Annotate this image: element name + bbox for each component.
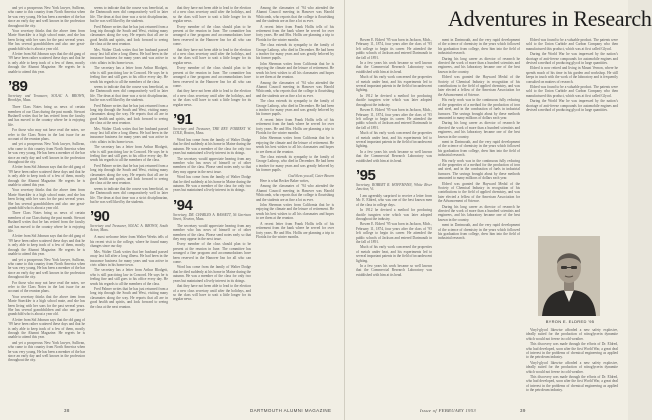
paragraph: ment in Dartmouth, and the very rapid development of the science of chemistry in the years which followed his graduation from college, drew him into the field of industrial research. — [438, 139, 520, 158]
class-year: ’94 — [173, 196, 193, 214]
paragraph: Bowen E. Eldred ’95 was born in Jackson, Mich., February 11, 1874, four years after the class of ’95 left college to begin its career. He attended the public schools of Jackson and entered Dartmouth in the fall of 1891. — [356, 38, 432, 60]
class-year: ’95 — [356, 166, 376, 184]
paragraph: Much of his early work concerned the properties of metals under heat, and his experiments led to several important patents in the field of incandescent lighting. — [356, 131, 432, 149]
page-gutter — [344, 0, 345, 420]
paragraph: In 1912 he devised a method for producing ductile tungsten wire which was later adopted throughout the industry. — [356, 208, 432, 221]
class-secretary-line: Secretary and Treasurer, SOLAC A. BROWN, Brooklyn, Mass. — [8, 94, 85, 103]
column-1 — [8, 6, 85, 408]
column-6 — [438, 38, 520, 404]
portrait-photo — [538, 236, 600, 316]
paragraph: that they have not been able to lead to the election of a new class secretary until after the holidays, and so the class will have to wait a little longer for its regular news. — [173, 6, 251, 24]
paragraph: This discovery was made through the efforts of Dr. Eldred, who had developed, soon after the first World War, a great deal of interest in the problems of chemical engineering as applied to the petroleum industry. — [526, 342, 618, 360]
paragraph: A letter from Sid Johnson says that the old gang of ’89 have been rather scattered these days and that he is only able to keep track of a few of them, mostly through the Alumni Magazine. He regrets he is unable to attend this year. — [8, 317, 85, 340]
paragraph: The secretary would appreciate hearing from any member who has news of himself or of other members of the class. Please send notes early so that they may appear in the next issue. — [173, 223, 251, 242]
paragraph: Fred Palmer writes that he has just returned from a long trip through the South and West, visiting many classmates along the way. He reports that all are in good health and spirits, and look forward to seeing the class at the next reunion. — [90, 286, 168, 309]
paragraph: A recent letter from Frank Hollis tells of his retirement from the bank where he served for over forty years. He and Mrs. Hollis are planning a trip to Florida for the winter months. — [256, 117, 334, 135]
page-number-right: 39 — [520, 408, 526, 413]
paragraph: During his long career as director of research he directed the work of more than a hundred scientists and engineers, and his laboratory became one of the best known in the country. — [438, 121, 520, 139]
column-5 — [356, 38, 432, 404]
paragraph: Mrs. Walter Clark writes that her husband passed away last fall after a long illness. He had been in the insurance business for many years and was active in civic affairs in his home town. — [90, 249, 168, 267]
paragraph: The class extends its sympathy to the family of George Lathrop, who died in December. He had been a teacher for many years and was greatly beloved by his former pupils. — [256, 99, 334, 117]
paragraph: During the World War he was impressed by the nation’s shortage of anti-freeze compounds for automobile engines and devised a method of producing glycol in large quantities. — [526, 99, 618, 113]
paragraph: that they have not been able to lead to the election of a new class secretary until after the holidays, and so the class will have to wait a little longer for its regular news. — [173, 284, 251, 302]
paragraph: His early work was in the continuous fully reducing of the properties of a method for the production of iron and steel, and in the combustion of fuels in industrial furnaces. The savings brought about by these methods amounted to many millions of dollars each year. — [438, 98, 520, 120]
paragraph: Much of his early work concerned the properties of metals under heat, and his experiments led to several important patents in the field of incandescent lighting. — [356, 245, 432, 263]
class-heading-89 — [8, 79, 85, 102]
paragraph: The secretary has a letter from Arthur Blodgett, who is still practicing law in Concord. He says he is feeling fine and still goes to his office every day. He sends his regards to all the members of the class. — [90, 66, 168, 84]
class-heading-91 — [173, 112, 251, 135]
class-heading-95 — [356, 168, 432, 191]
paragraph: Eldred was found to be a valuable product. The patents were sold to the Union Carbide and Carbon Company who then manufactured this product, which was at first called Glycol. — [526, 85, 618, 98]
paragraph: that they have not been able to lead to the election of a new class secretary until after the holidays, and so the class will have to wait a little longer for its regular news. — [173, 47, 251, 65]
paragraph: The secretary would appreciate hearing from any member who has news of himself or of other members of the class. Please send notes early so that they may appear in the next issue. — [173, 156, 251, 174]
photo-caption: BYRON E. ELDRED ’95 — [545, 319, 595, 324]
paragraph: This discovery was made through the efforts of Dr. Eldred, who had developed, soon after the first World War, a great deal of interest in the problems of chemical engineering as applied to the petroleum industry. — [526, 375, 618, 393]
paragraph: Among the classmates of ’94 who attended the Alumni Council meeting in Hanover was Harold Whitcomb, who reports that the college is flourishing and the students are as fine a lot as ever. — [256, 184, 334, 202]
paragraph: Eldred was granted the Hayward Medal of the Society of Chemical Industry in recognition of his contributions to the field of applied chemistry, and was later elected a fellow of the American Association for the Advancement of Science. — [438, 75, 520, 97]
column-3 — [173, 6, 251, 408]
paragraph: Mrs. Walter Clark writes that her husband passed away last fall after a long illness. He had been in the insurance business for many years and was active in civic affairs in his home town. — [90, 47, 168, 65]
paragraph: Eldred was granted the Hayward Medal of the Society of Chemical Industry in recognition of his contributions to the field of applied chemistry, and was later elected a fellow of the American Association for the Advancement of Science. — [438, 181, 520, 204]
class-secretary-line: Secretary and Treasurer, THE REV. FORREST W. COLE, Boston, Mass. — [173, 126, 251, 135]
paragraph: seems to indicate that the course was beneficial, as the Dartmouth men did comparatively well in later life. The dean at that time was a strict disciplinarian, but he was well liked by the students. — [90, 6, 168, 24]
paragraph: Bowen E. Eldred ’95 was born in Jackson, Mich., February 11, 1874, four years after the class of ’95 left college to begin its career. He attended the public schools of Jackson and entered Dartmouth in the fall of 1891. — [356, 222, 432, 245]
paragraph: seems to indicate that the course was beneficial, as the Dartmouth men did comparatively well in later life. The dean at that time was a strict disciplinarian, but he was well liked by the students. — [90, 84, 168, 103]
paragraph: The class extends its sympathy to the family of George Lathrop, who died in December. He had been a teacher for many years and was greatly beloved by his former pupils. — [256, 155, 334, 173]
paragraph: Vinyl-glycol likewise afforded a new safety explosive, ideally suited for the production of nitroglycerin dynamite which would not freeze in cold weather. — [526, 328, 618, 341]
paragraph: and yet a prosperous New York lawyer, Sullivan, who came to this country from North America when he was very young. He has been a member of the bar since an early day and well known in the profession throughout the city. — [8, 142, 85, 164]
paragraph: A recent letter from Frank Hollis tells of his retirement from the bank where he served for over forty years. He and Mrs. Hollis are planning a trip to Florida for the winter months. — [256, 221, 334, 239]
class-heading-90 — [90, 209, 168, 232]
paragraph: and yet a prosperous New York lawyer, Sullivan, who came to this country from North America when he was very young. He has been a member of the bar since an early day and well known in the profession throughout the city. — [8, 6, 85, 28]
paragraph: ment in Dartmouth, and the very rapid development of the science of chemistry in the years which followed his graduation from college, drew him into the field of industrial research. — [438, 38, 520, 56]
paragraph: John Sherman writes from California that he is enjoying the climate and the leisure of retirement. He sends his best wishes to all his classmates and hopes to see them at the reunion. — [256, 203, 334, 221]
paragraph: In a few years his work became so well known that the Commercial Research Laboratory was established with him at its head. — [356, 264, 432, 277]
paragraph: In 1912 he devised a method for producing ductile tungsten wire which was later adopted throughout the industry. — [356, 93, 432, 107]
paragraph: A most welcome letter from Walter Weeks tells of his recent visit to the college, where he found many changes since our day. — [90, 235, 168, 249]
column-2 — [90, 6, 168, 408]
paragraph: A recent letter from Frank Hollis tells of his retirement from the bank where he served for over forty years. He and Mrs. Hollis are planning a trip to Florida for the winter months. — [256, 24, 334, 42]
paragraph: Every member of the class should plan to be present at the reunion in June. The committee has arranged a fine program and accommodations have been reserved in the Hanover Inn for all who can come. — [173, 24, 251, 47]
paragraph: During his long career as director of research he directed the work of more than a hundred scientists and engineers, and his laboratory became one of the best known in the country. — [438, 204, 520, 222]
paragraph: Here is what Becker Baker writes, — [260, 179, 310, 184]
issue-date: Issue of FEBRUARY 1953 — [420, 408, 477, 413]
paragraph: Among the classmates of ’94 who attended the Alumni Council meeting in Hanover was Harold Whitcomb, who reports that the college is flourishing and the students are as fine a lot as ever. — [256, 80, 334, 98]
signoff: God bless you all, Cater Bowen — [288, 173, 334, 178]
paragraph: Your secretary thinks that the above item from Marie Staeckler is a high school mate, and she has been living with her sons for the past several years. She has several grandchildren and also one great-grandchild who is about a year old. — [8, 29, 85, 51]
paragraph: Eldred was found to be a valuable product. The patents were sold to the Union Carbide and Carbon Company who then manufactured this product, which was at first called Glycol. — [526, 38, 618, 51]
paragraph: The secretary has a letter from Arthur Blodgett, who is still practicing law in Concord. He says he is feeling fine and still goes to his office every day. He sends his regards to all the members of the class. — [90, 268, 168, 286]
paragraph: Three Class Notes bring us news of certain members of our Class during the past month. Stewart Bushnell writes that he has retired from the faculty and has moved to the country where he is enjoying life. — [8, 105, 85, 127]
paragraph: Mrs. Walter Clark writes that her husband passed away last fall after a long illness. He had been in the insurance business for many years and was active in civic affairs in his home town. — [90, 126, 168, 144]
class-year: ’90 — [90, 208, 110, 226]
class-secretary-line: Secretary and Treasurer, SOLAC A. BROWN, South Acton, Mass. — [90, 224, 168, 233]
paragraph: During the World War he was impressed by the nation’s shortage of anti-freeze compounds for automobile engines and devised a method of producing glycol in large quantities. — [526, 52, 618, 66]
paragraph: A letter from Sid Johnson says that the old gang of ’89 have been rather scattered these days and that he is only able to keep track of a few of them, mostly through the Alumni Magazine. He regrets he is unable to attend this year. — [8, 234, 85, 257]
paragraph: and yet a prosperous New York lawyer, Sullivan, who came to this country from North America when he was very young. He has been a member of the bar since an early day and well known in the profession throughout the city. — [8, 257, 85, 280]
paragraph: Fred Palmer writes that he has just returned from a long trip through the South and West, visiting many classmates along the way. He reports that all are in good health and spirits, and look forward to seeing the class at the next reunion. — [90, 103, 168, 126]
paragraph: For those who may not have read the notes, we refer to the Class Notes in the last issue for an account of the reunion plans. — [8, 128, 85, 141]
paragraph: Word has come from the family of Walter Dodge that he died suddenly at his home in Maine during the autumn. He was a member of the class for only two years but maintained a lively interest in its doings. — [173, 265, 251, 283]
page-headline: Adventures in Research — [448, 6, 652, 31]
paragraph: I am agreeably surprised to receive a letter from Mr. E. Eldred, who was one of the best known men of the class in college days. — [356, 193, 432, 207]
page-number-left: 38 — [64, 408, 70, 413]
class-year: ’91 — [173, 110, 193, 128]
paragraph: Your secretary thinks that the above item from Marie Staeckler is a high school mate, and she has been living with her sons for the past several years. She has several grandchildren and also one great-grandchild who is about a year old. — [8, 294, 85, 317]
paragraph: For those who may not have read the notes, we refer to the Class Notes in the last issue for an account of the reunion plans. — [8, 280, 85, 294]
paragraph: Every member of the class should plan to be present at the reunion in June. The committee has arranged a fine program and accommodations have been reserved in the Hanover Inn for all who can come. — [173, 66, 251, 88]
class-heading-94 — [173, 198, 251, 221]
paragraph: and yet a prosperous New York lawyer, Sullivan, who came to this country from North America when he was very young. He has been a member of the bar since an early day and well known in the profession throughout the city. — [8, 340, 85, 363]
paragraph: Among the classmates of ’94 who attended the Alumni Council meeting in Hanover was Harold Whitcomb, who reports that the college is flourishing and the students are as fine a lot as ever. — [256, 6, 334, 24]
publication-name: DARTMOUTH ALUMNI MAGAZINE — [250, 408, 332, 413]
paragraph: John Sherman writes from California that he is enjoying the climate and the leisure of retirement. He sends his best wishes to all his classmates and hopes to see them at the reunion. — [256, 61, 334, 80]
paragraph: that they have not been able to lead to the election of a new class secretary until after the holidays, and so the class will have to wait a little longer for its regular news. — [173, 89, 251, 107]
paragraph: Fred Palmer writes that he has just returned from a long trip through the South and West, visiting many classmates along the way. He reports that all are in good health and spirits, and look forward to seeing the class at the next reunion. — [90, 24, 168, 47]
paragraph: During his long career as director of research he directed the work of more than a hundred scientists and engineers, and his laboratory became one of the best known in the country. — [438, 56, 520, 74]
paragraph: Much of his early work concerned the properties of metals under heat, and his experiments led to several important patents in the field of incandescent lighting. — [356, 75, 432, 93]
class-secretary-line: Secretary, DR. CHARLES A. BASSETT, 56 Garrison Street, Newton, Mass. — [173, 212, 251, 221]
paragraph: The class extends its sympathy to the family of George Lathrop, who died in December. He had been a teacher for many years and was greatly beloved by his former pupils. — [256, 43, 334, 61]
paragraph: John Sherman writes from California that he is enjoying the climate and the leisure of retirement. He sends his best wishes to all his classmates and hopes to see them at the reunion. — [256, 136, 334, 154]
paragraph: Your secretary thinks that the above item from Marie Staeckler is a high school mate, and she has been living with her sons for the past several years. She has several grandchildren and also one great-grandchild who is about a year old. — [8, 188, 85, 211]
class-secretary-line: Secretary, ROBERT R. HOFFMANN, White River Junction, Vt. — [356, 182, 432, 191]
paragraph: Bowen E. Eldred ’95 was born in Jackson, Mich., February 11, 1874, four years after the class of ’95 left college to begin its career. He attended the public schools of Jackson and entered Dartmouth in the fall of 1891. — [356, 108, 432, 130]
column-7 — [526, 38, 618, 228]
paragraph: Every member of the class should plan to be present at the reunion in June. The committee has arranged a fine program and accommodations have been reserved in the Hanover Inn for all who can come. — [173, 242, 251, 265]
paragraph: Vinyl-glycol likewise afforded a new safety explosive, ideally suited for the production of nitroglycerin dynamite which would not freeze in cold weather. — [526, 360, 618, 374]
paragraph: ment in Dartmouth, and the very rapid development of the science of chemistry in the years which followed his graduation from college, drew him into the field of industrial research. — [438, 223, 520, 241]
paragraph: Word has come from the family of Walter Dodge that he died suddenly at his home in Maine during the autumn. He was a member of the class for only two years but maintained a lively interest in its doings. — [173, 137, 251, 156]
paragraph: The secretary has a letter from Arthur Blodgett, who is still practicing law in Concord. He says he is feeling fine and still goes to his office every day. He sends his regards to all the members of the class. — [90, 145, 168, 163]
paragraph: Three Class Notes bring us news of certain members of our Class during the past month. Stewart Bushnell writes that he has retired from the faculty and has moved to the country where he is enjoying life. — [8, 211, 85, 234]
paragraph: Word has come from the family of Walter Dodge that he died suddenly at his home in Maine during the autumn. He was a member of the class for only two years but maintained a lively interest in its doings. — [173, 175, 251, 193]
paragraph: His early work was in the continuous fully reducing of the properties of a method for the production of iron and steel, and in the combustion of fuels in industrial furnaces. The savings brought about by these methods amounted to many millions of dollars each year. — [438, 158, 520, 181]
paragraph: In a few years his work became so well known that the Commercial Research Laboratory was established with him at its head. — [356, 61, 432, 74]
paragraph: Eldred is now retired and living in Mount Vernon, where he spends much of his time in his garden and workshop. He still keeps in touch with the work of the laboratory and is frequently consulted on matters of research. — [526, 66, 618, 84]
paragraph: seems to indicate that the course was beneficial, as the Dartmouth men did comparatively well in later life. The dean at that time was a strict disciplinarian, but he was well liked by the students. — [90, 186, 168, 205]
column-4 — [256, 6, 334, 408]
class-year: ’89 — [8, 78, 28, 96]
paragraph: Fred Palmer writes that he has just returned from a long trip through the South and West, visiting many classmates along the way. He reports that all are in good health and spirits, and look forward to seeing the class at the next reunion. — [90, 163, 168, 186]
paragraph: A letter from Sid Johnson says that the old gang of ’89 have been rather scattered these days and that he is only able to keep track of a few of them, mostly through the Alumni Magazine. He regrets he is unable to attend this year. — [8, 165, 85, 187]
paragraph: In a few years his work became so well known that the Commercial Research Laboratory was established with him at its head. — [356, 149, 432, 163]
column-8 — [526, 328, 618, 404]
paragraph: A letter from Sid Johnson says that the old gang of ’89 have been rather scattered these days and that he is only able to keep track of a few of them, mostly through the Alumni Magazine. He regrets he is unable to attend this year. — [8, 52, 85, 74]
